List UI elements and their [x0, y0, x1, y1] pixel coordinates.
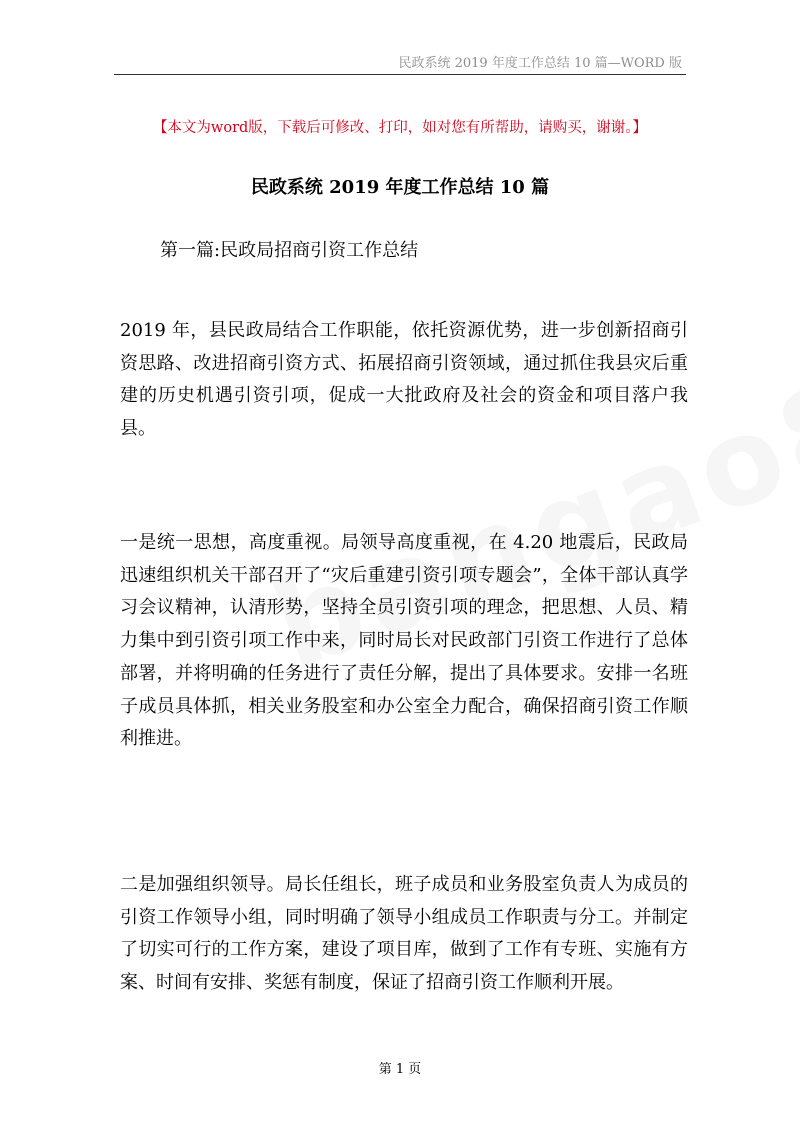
paragraph-leadership: 二是加强组织领导。局长任组长，班子成员和业务股室负责人为成员的引资工作领导小组，同时明确了领导小组成员工作职责与分工。并制定了切实可行的工作方案，建设了项目库，做到了工作有专班、实施有方案、时间有安排、奖惩有制度，保证了招商引资工作顺利开展。	[120, 874, 688, 994]
page-number: 第 1 页	[378, 1062, 422, 1077]
running-header: 民政系统 2019 年度工作总结 10 篇—WORD 版	[398, 56, 682, 71]
purchase-notice: 【本文为word版，下载后可修改、打印，如对您有所帮助，请购买，谢谢。】	[152, 120, 648, 136]
document-title: 民政系统 2019 年度工作总结 10 篇	[250, 177, 550, 198]
paragraph-intro: 2019 年，县民政局结合工作职能，依托资源优势，进一步创新招商引资思路、改进招商引资方式、拓展招商引资领域，通过抓住我县灾后重建的历史机遇引资引项，促成一大批政府及社会的资金和项目落户我县。	[120, 320, 688, 440]
paragraph-unify-thinking: 一是统一思想，高度重视。局领导高度重视，在 4.20 地震后，民政局迅速组织机关干部召开了“灾后重建引资引项专题会”，全体干部认真学习会议精神，认清形势，坚持全员引资引项的理念，把思想、人员、精力集中到引资引项工作中来，同时局长对民政部门引资工作进行了总体部署，并将明确的任务进行了责任分解，提出了具体要求。安排一名班子成员具体抓，相关业务股室和办公室全力配合，确保招商引资工作顺利推进。	[120, 532, 688, 750]
header-divider	[114, 74, 686, 75]
section-title: 第一篇:民政局招商引资工作总结	[160, 240, 419, 261]
